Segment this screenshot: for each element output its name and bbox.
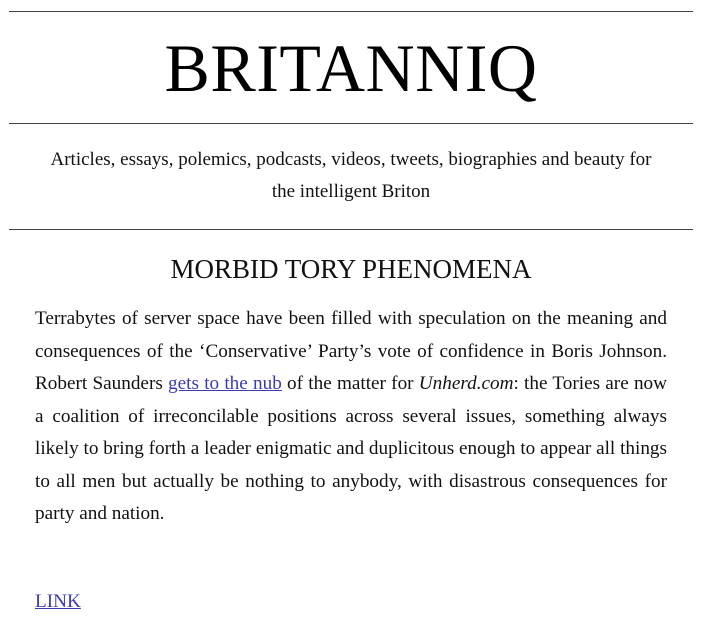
site-title[interactable]: BRITANNIQ <box>164 30 538 106</box>
tagline-divider <box>9 229 693 230</box>
post-title[interactable]: MORBID TORY PHENOMENA <box>170 254 532 284</box>
post-body-text: Terrabytes of server space have been filled with speculation on the meaning and consequences of the ‘Conservative’ Party’s vote of confidence in Boris Johnson. Robert Saunders <box>35 308 667 394</box>
external-link[interactable]: LINK <box>35 591 81 612</box>
site-tagline: Articles, essays, polemics, podcasts, videos, tweets, biographies and beauty for the intelligent Briton <box>50 149 652 202</box>
post-body-text: : the Tories are now a coalition of irreconcilable positions across several issues, something always likely to bring forth a leader enigmatic and duplicitous enough to appear all things to all men but actually be nothing to anybody, with disastrous consequences for party and nation. <box>35 373 667 524</box>
top-divider <box>9 11 693 12</box>
header-divider <box>9 123 693 124</box>
post-body <box>35 303 667 531</box>
gets-to-the-nub-link[interactable]: gets to the nub <box>168 373 282 394</box>
publication-name: Unherd.com <box>418 373 514 394</box>
post-body-text: of the matter for <box>281 373 419 394</box>
